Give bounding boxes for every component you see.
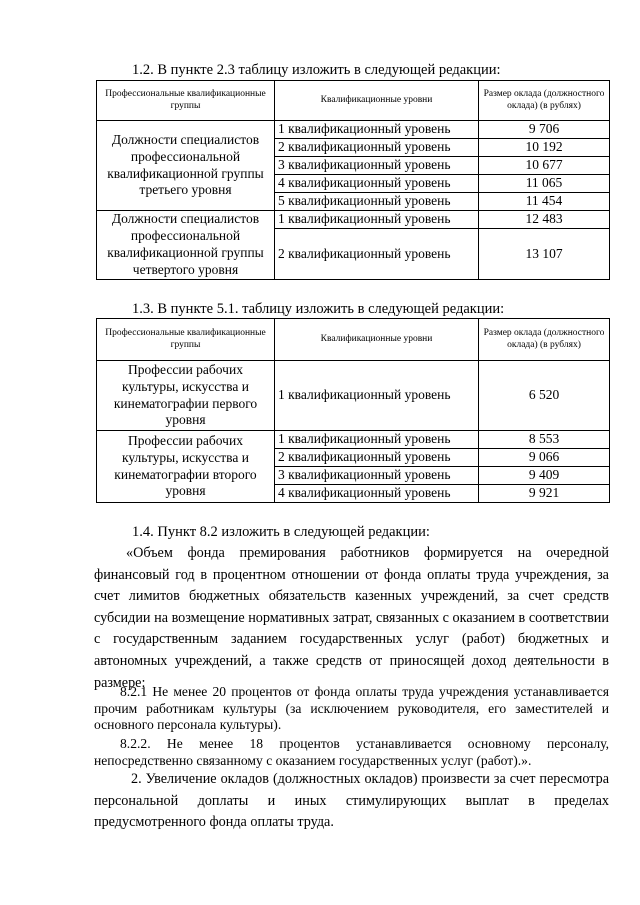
group-name: Профессии рабочих культуры, искусства и кинематографии второго уровня — [97, 431, 275, 503]
salary-cell: 10 192 — [479, 139, 610, 157]
table-row — [97, 121, 610, 139]
salary-cell: 9 409 — [479, 467, 610, 485]
header-groups: Профессиональные квалификационные группы — [97, 319, 275, 361]
table-row — [97, 211, 610, 229]
level-cell: 2 квалификационный уровень — [275, 449, 479, 467]
salary-cell: 11 454 — [479, 193, 610, 211]
heading-1-3: 1.3. В пункте 5.1. таблицу изложить в следующей редакции: — [132, 301, 505, 317]
header-levels: Квалификационные уровни — [275, 319, 479, 361]
salary-cell: 8 553 — [479, 431, 610, 449]
level-cell: 2 квалификационный уровень — [275, 229, 479, 280]
salary-cell: 12 483 — [479, 211, 610, 229]
level-cell: 1 квалификационный уровень — [275, 431, 479, 449]
paragraph-8-2-2: 8.2.2. Не менее 18 процентов устанавливается основному персоналу, непосредственно связанному с оказанием государственных услуг (работ).». — [94, 736, 609, 768]
salary-cell: 9 066 — [479, 449, 610, 467]
level-cell: 4 квалификационный уровень — [275, 485, 479, 503]
level-cell: 2 квалификационный уровень — [275, 139, 479, 157]
heading-1-2: 1.2. В пункте 2.3 таблицу изложить в следующей редакции: — [132, 62, 501, 78]
table-row — [97, 431, 610, 449]
paragraph-8-2-1: 8.2.1 Не менее 20 процентов от фонда оплаты труда учреждения устанавливается прочим работникам культуры (за исключением руководителя, его заместителей и основного персонала культуры). — [94, 684, 609, 733]
salary-cell: 6 520 — [479, 361, 610, 431]
salary-cell: 9 921 — [479, 485, 610, 503]
group-name: Должности специалистов профессиональной квалификационной группы третьего уровня — [97, 121, 275, 211]
level-cell: 1 квалификационный уровень — [275, 361, 479, 431]
group-name: Профессии рабочих культуры, искусства и кинематографии первого уровня — [97, 361, 275, 431]
level-cell: 3 квалификационный уровень — [275, 467, 479, 485]
header-salary: Размер оклада (должностного оклада) (в рублях) — [479, 319, 610, 361]
salary-cell: 9 706 — [479, 121, 610, 139]
paragraph-8-2-quote: «Объем фонда премирования работников формируется на очередной финансовый год в процентном отношении от фонда оплаты труда учреждения, за счет лимитов бюджетных обязательств казенных учреждений, за счет средств субсидии на возмещение нормативных затрат, связанных с оказанием в соответствии с государственным заданием государственных услуг (работ) бюджетных и автономных учреждений, а также средств от приносящей доход деятельности в размере: — [94, 545, 609, 691]
paragraph-section-2: 2. Увеличение окладов (должностных окладов) произвести за счет пересмотра персональной доплаты и иных стимулирующих выплат в пределах предусмотренного фонда оплаты труда. — [94, 771, 609, 831]
level-cell: 1 квалификационный уровень — [275, 211, 479, 229]
level-cell: 3 квалификационный уровень — [275, 157, 479, 175]
salary-cell: 10 677 — [479, 157, 610, 175]
group-name: Должности специалистов профессиональной квалификационной группы четвертого уровня — [97, 211, 275, 280]
level-cell: 4 квалификационный уровень — [275, 175, 479, 193]
salary-cell: 13 107 — [479, 229, 610, 280]
header-levels: Квалификационные уровни — [275, 81, 479, 121]
table-row — [97, 361, 610, 431]
level-cell: 1 квалификационный уровень — [275, 121, 479, 139]
salary-table-1-2 — [96, 80, 610, 280]
salary-cell: 11 065 — [479, 175, 610, 193]
header-groups: Профессиональные квалификационные группы — [97, 81, 275, 121]
header-salary: Размер оклада (должностного оклада) (в рублях) — [479, 81, 610, 121]
heading-1-4: 1.4. Пункт 8.2 изложить в следующей редакции: — [132, 524, 430, 540]
salary-table-1-3 — [96, 318, 610, 503]
table-header-row — [97, 319, 610, 361]
level-cell: 5 квалификационный уровень — [275, 193, 479, 211]
table-header-row — [97, 81, 610, 121]
